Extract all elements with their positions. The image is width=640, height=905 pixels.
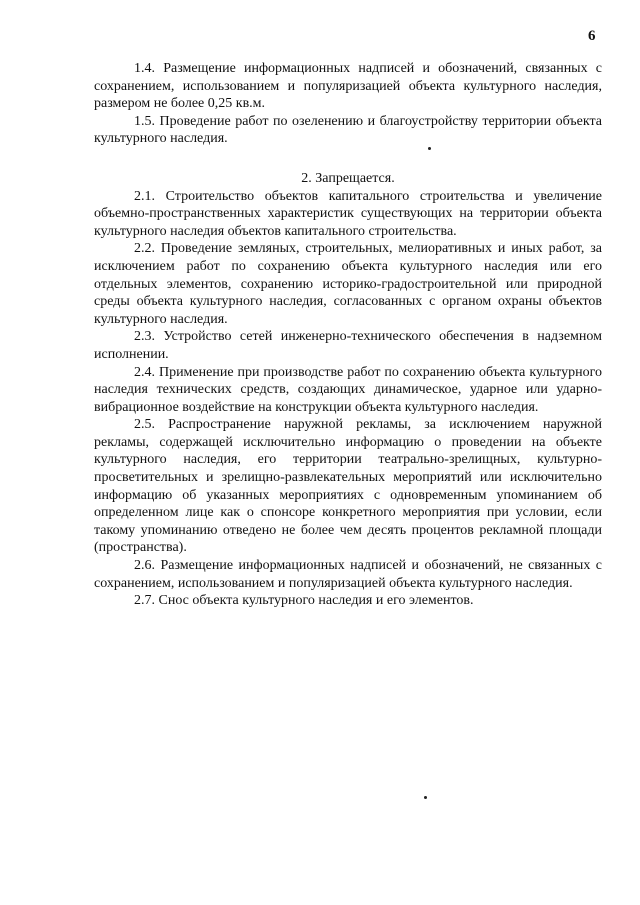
document-body — [94, 60, 602, 610]
paragraph-2-1: 2.1. Строительство объектов капитального строительства и увеличение объемно-пространственных характеристик существующих на территории объекта культурного наследия объектов капитального строительства. — [94, 188, 602, 239]
paragraph-2-7: 2.7. Снос объекта культурного наследия и его элементов. — [134, 593, 474, 609]
paragraph-1-4: 1.4. Размещение информационных надписей и обозначений, связанных с сохранением, использованием и популяризацией объекта культурного наследия, размером не более 0,25 кв.м. — [94, 61, 602, 112]
paragraph-2-4: 2.4. Применение при производстве работ по сохранению объекта культурного наследия технических средств, создающих динамическое, ударное или ударно-вибрационное воздействие на конструкции объекта культурного наследия. — [94, 364, 602, 415]
paragraph-2-6: 2.6. Размещение информационных надписей и обозначений, не связанных с сохранением, использованием и популяризацией объекта культурного наследия. — [94, 558, 602, 591]
paragraph-1-5: 1.5. Проведение работ по озеленению и благоустройству территории объекта культурного наследия. — [94, 113, 602, 147]
page-number: 6 — [588, 28, 596, 44]
paragraph-2-5: 2.5. Распространение наружной рекламы, за исключением наружной рекламы, содержащей исключительно информацию о проведении на объекте культурного наследия, его территории театрально-зрелищных, культурно-просветительных и зрелищно-развлекательных мероприятий или исключительно информацию об указанных мероприятиях с одновременным упоминанием об определенном лице как о спонсоре конкретного мероприятия при условии, если такому упоминанию отведено не более чем десять процентов рекламной площади (пространства). — [94, 417, 602, 556]
paragraph-2-3: 2.3. Устройство сетей инженерно-технического обеспечения в надземном исполнении. — [94, 329, 602, 362]
paragraph-2-2: 2.2. Проведение земляных, строительных, мелиоративных и иных работ, за исключением работ по сохранению объекта культурного наследия или его отдельных элементов, сохранению историко-градостроительной или природной среды объекта культурного наследия, согласованных с органом охраны объектов культурного наследия. — [94, 241, 602, 327]
scan-speck — [428, 147, 431, 150]
section-heading: 2. Запрещается. — [301, 170, 395, 186]
scan-speck — [424, 796, 427, 799]
